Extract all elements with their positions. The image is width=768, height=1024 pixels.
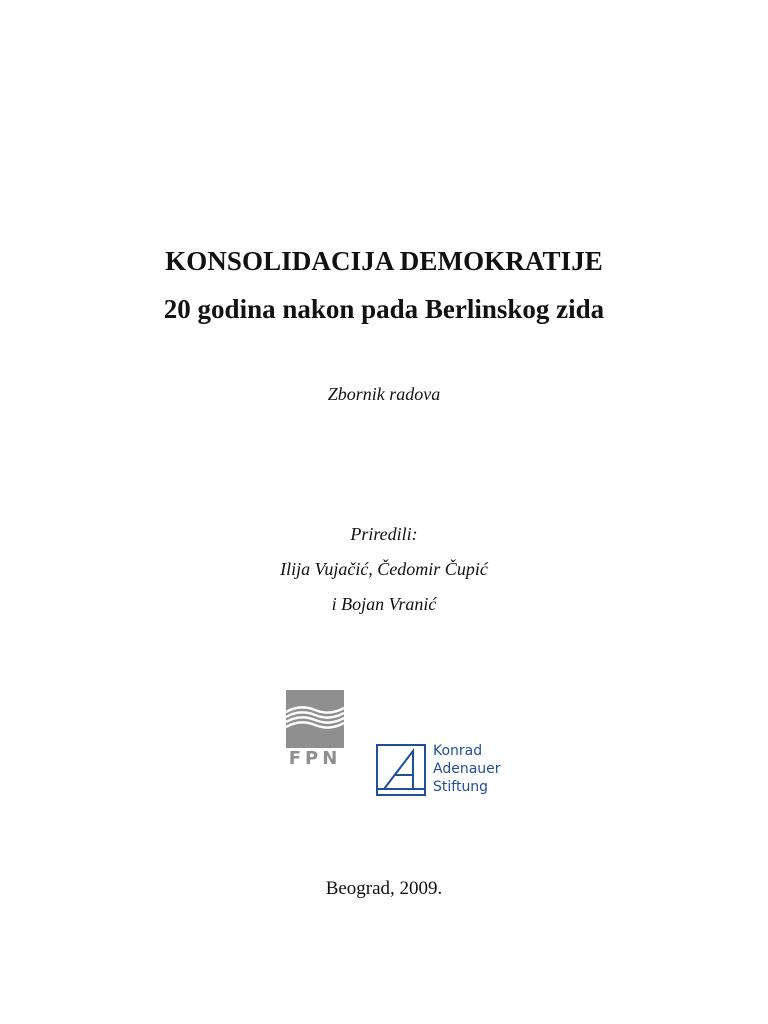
document-subtitle: 20 godina nakon pada Berlinskog zida [163,294,605,324]
kas-logo [376,742,506,798]
kas-logo-line-2: Adenauer [433,761,501,777]
place-and-year: Beograd, 2009. [325,878,443,899]
fpn-wave-icon [286,690,344,748]
document-title: KONSOLIDACIJA DEMOKRATIJE [165,246,603,276]
kas-logo-line-3: Stiftung [433,779,489,795]
kas-logo-line-1: Konrad [433,743,483,759]
editors-label: Priredili: [350,524,418,544]
editors-names-line-2: i Bojan Vranić [331,594,437,614]
editors-names-line-1: Ilija Vujačić, Čedomir Čupić [280,559,488,579]
collection-type: Zbornik radova [327,384,441,404]
kas-emblem-icon [376,744,426,796]
kas-logo-text [433,742,501,796]
fpn-logo-text: FPN [288,748,342,769]
fpn-logo [286,690,344,770]
